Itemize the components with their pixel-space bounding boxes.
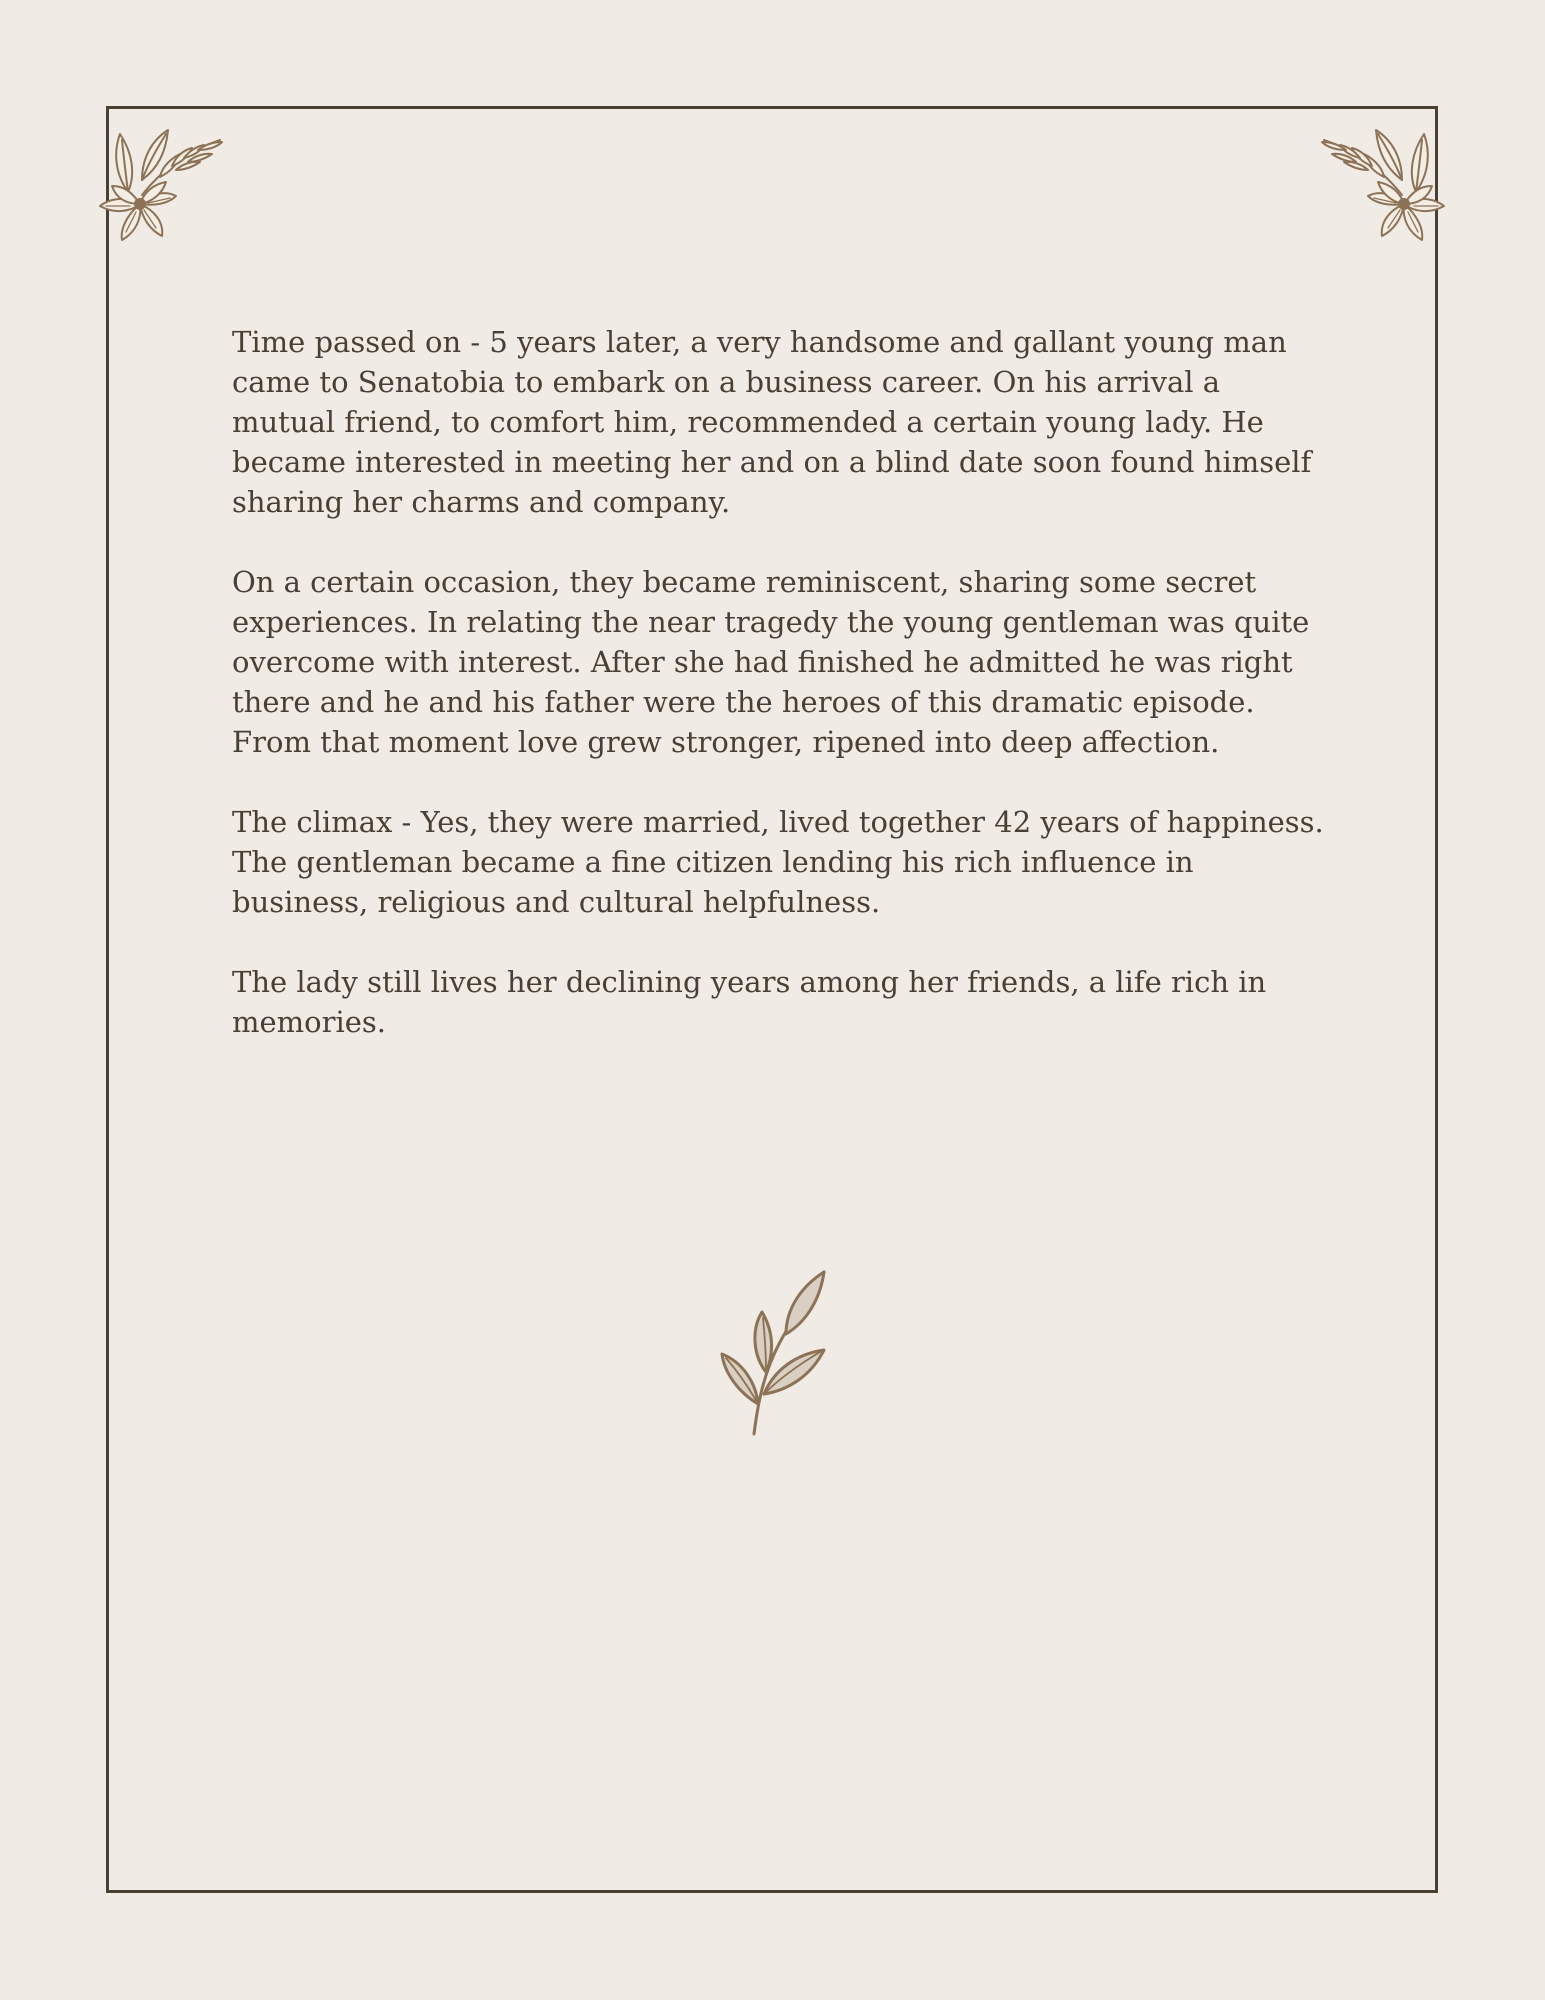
paragraph: The climax - Yes, they were married, lived together 42 years of happiness. The gentleman became a fine citizen lending his rich influence in business, religious and cultural helpfulness. bbox=[232, 805, 1324, 919]
floral-corner-icon bbox=[80, 100, 230, 250]
paragraph: The lady still lives her declining years among her friends, a life rich in memories. bbox=[232, 965, 1267, 1039]
leaf-sprig-icon bbox=[708, 1262, 838, 1442]
document-body bbox=[232, 322, 1332, 1082]
paragraph: Time passed on - 5 years later, a very handsome and gallant young man came to Senatobia to embark on a business career. On his arrival a mutual friend, to comfort him, recommended a certain young lady. He became interested in meeting her and on a blind date soon found himself sharing her charms and company. bbox=[232, 325, 1312, 519]
floral-corner-icon bbox=[1314, 100, 1464, 250]
paragraph: On a certain occasion, they became reminiscent, sharing some secret experiences. In relating the near tragedy the young gentleman was quite overcome with interest. After she had finished he admitted he was right there and he and his father were the heroes of this dramatic episode. From that moment love grew stronger, ripened into deep affection. bbox=[232, 565, 1310, 759]
